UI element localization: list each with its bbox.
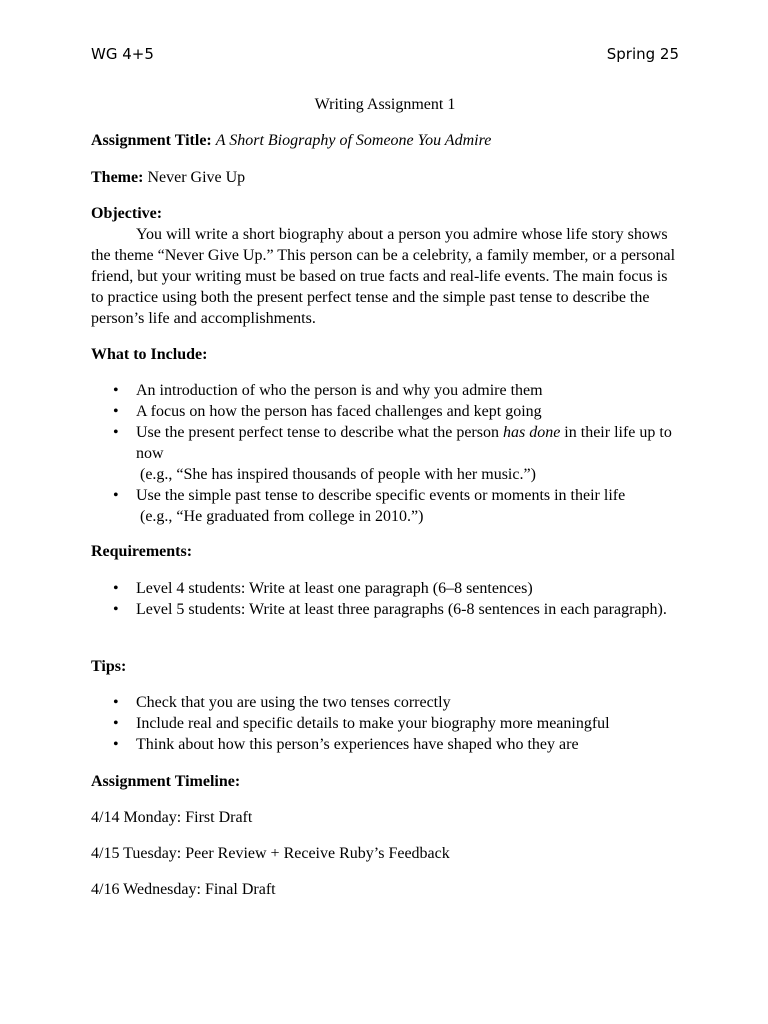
list-item: • Level 5 students: Write at least three paragraphs (6-8 sentences in each paragraph). [91,599,679,620]
tips-list [91,692,679,755]
page-header [91,44,679,65]
list-item: • Use the present perfect tense to describe what the person has done in their life up to now (e.g., “She has inspired thousands of people with her music.”) [91,422,679,485]
requirements-list [91,578,679,620]
objective-label: Objective: [91,205,163,222]
list-item: • Use the simple past tense to describe specific events or moments in their life (e.g., “He graduated from college in 2010.”) [91,485,679,527]
theme-value: Never Give Up [147,169,246,186]
theme-line [91,167,679,188]
list-item-example: (e.g., “He graduated from college in 2010.”) [140,508,424,525]
list-item: • A focus on how the person has faced challenges and kept going [91,401,679,422]
include-label: What to Include: [91,346,208,363]
list-item: • An introduction of who the person is and why you admire them [91,380,679,401]
timeline-label: Assignment Timeline: [91,773,241,790]
include-list [91,380,679,527]
requirements-label: Requirements: [91,543,193,560]
list-item-example: (e.g., “She has inspired thousands of people with her music.”) [140,466,536,483]
timeline-item: 4/15 Tuesday: Peer Review + Receive Ruby’s Feedback [91,845,450,862]
theme-label: Theme: [91,169,144,186]
header-left: WG 4+5 [91,45,154,63]
list-item: • Include real and specific details to make your biography more meaningful [91,713,679,734]
tips-label: Tips: [91,658,127,675]
document-title: Writing Assignment 1 [314,96,456,113]
timeline-item: 4/16 Wednesday: Final Draft [91,881,276,898]
objective-paragraph: You will write a short biography about a person you admire whose life story shows the theme “Never Give Up.” This person can be a celebrity, a family member, or a personal friend, but your writing must be based on true facts and real-life events. The main focus is to practice using both the present perfect tense and the simple past tense to describe the person’s life and accomplishments. [91,226,676,327]
assignment-title-value: A Short Biography of Someone You Admire [215,132,492,149]
assignment-title-line [91,130,679,151]
list-item: • Level 4 students: Write at least one paragraph (6–8 sentences) [91,578,679,599]
assignment-title-label: Assignment Title: [91,132,212,149]
timeline-item: 4/14 Monday: First Draft [91,809,253,826]
header-right: Spring 25 [606,45,679,63]
list-item: • Think about how this person’s experiences have shaped who they are [91,734,679,755]
list-item: • Check that you are using the two tenses correctly [91,692,679,713]
